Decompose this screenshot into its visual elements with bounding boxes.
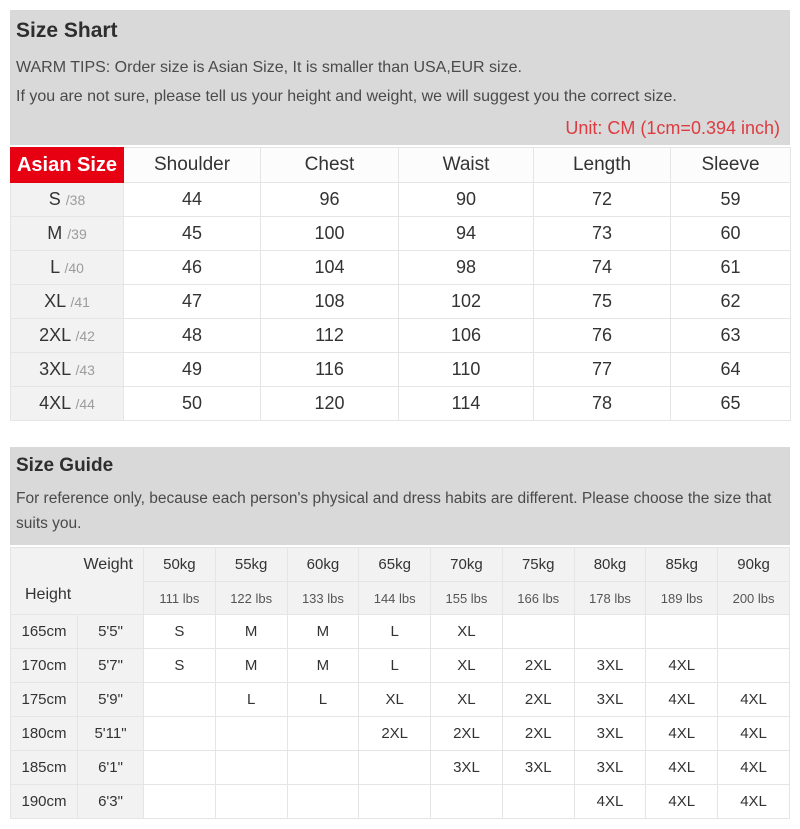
weight-kg-header: 60kg: [287, 548, 359, 582]
size-table-row: [11, 285, 791, 319]
recommended-size-cell: 4XL: [646, 649, 718, 683]
recommended-size-cell: 3XL: [574, 683, 646, 717]
length-value: 78: [534, 387, 671, 421]
sleeve-value: 59: [671, 183, 791, 217]
chest-value: 120: [261, 387, 399, 421]
height-weight-corner-cell: [11, 548, 144, 615]
unit-note: Unit: CM (1cm=0.394 inch): [565, 118, 780, 138]
height-cm-cell: 165cm: [11, 615, 78, 649]
recommended-size-cell: [144, 751, 216, 785]
weight-kg-header: 75kg: [502, 548, 574, 582]
recommended-size-cell: 3XL: [431, 751, 503, 785]
weight-lbs-header: 111 lbs: [144, 582, 216, 615]
size-table-row: [11, 387, 791, 421]
weight-lbs-header: 189 lbs: [646, 582, 718, 615]
recommended-size-cell: M: [215, 649, 287, 683]
size-label-cell: [11, 251, 124, 285]
size-chart-title: Size Shart: [16, 19, 118, 42]
recommended-size-cell: [287, 717, 359, 751]
size-table-row: [11, 217, 791, 251]
recommended-size-cell: 4XL: [646, 785, 718, 819]
height-cm-cell: 170cm: [11, 649, 78, 683]
size-table-header-row: [11, 148, 791, 183]
size-chart-info-block: [10, 10, 790, 145]
chest-value: 96: [261, 183, 399, 217]
length-value: 73: [534, 217, 671, 251]
sleeve-value: 62: [671, 285, 791, 319]
recommended-size-cell: 4XL: [646, 717, 718, 751]
shoulder-value: 46: [124, 251, 261, 285]
weight-kg-header: 80kg: [574, 548, 646, 582]
weight-lbs-header: 155 lbs: [431, 582, 503, 615]
recommended-size-cell: 3XL: [574, 717, 646, 751]
shoulder-value: 50: [124, 387, 261, 421]
recommended-size-cell: [502, 615, 574, 649]
height-cm-cell: 175cm: [11, 683, 78, 717]
length-value: 77: [534, 353, 671, 387]
size-table-row: [11, 251, 791, 285]
height-ft-cell: 5'11": [78, 717, 144, 751]
eur-size-label: /41: [70, 294, 90, 310]
size-label: S: [48, 189, 61, 209]
weight-kg-header: 70kg: [431, 548, 503, 582]
shoulder-value: 49: [124, 353, 261, 387]
recommended-size-cell: 2XL: [502, 649, 574, 683]
size-label-cell: [11, 183, 124, 217]
weight-kg-header: 55kg: [215, 548, 287, 582]
sleeve-value: 60: [671, 217, 791, 251]
recommended-size-cell: 2XL: [502, 683, 574, 717]
size-label: 3XL: [39, 359, 71, 379]
recommended-size-cell: S: [144, 615, 216, 649]
weight-kg-header: 85kg: [646, 548, 718, 582]
asian-size-header: Asian Size: [11, 148, 124, 183]
height-cm-cell: 185cm: [11, 751, 78, 785]
size-label-cell: [11, 285, 124, 319]
size-guide-info-block: [10, 447, 790, 545]
chest-header: Chest: [261, 148, 399, 183]
recommended-size-cell: 2XL: [359, 717, 431, 751]
recommended-size-cell: [215, 785, 287, 819]
length-value: 76: [534, 319, 671, 353]
eur-size-label: /38: [65, 192, 86, 208]
guide-table-kg-header-row: [11, 548, 790, 582]
height-cm-cell: 190cm: [11, 785, 78, 819]
chest-value: 104: [261, 251, 399, 285]
recommended-size-cell: [574, 615, 646, 649]
recommended-size-cell: 4XL: [646, 683, 718, 717]
waist-value: 98: [399, 251, 534, 285]
recommended-size-cell: XL: [431, 649, 503, 683]
waist-value: 110: [399, 353, 534, 387]
recommended-size-cell: [502, 785, 574, 819]
chest-value: 112: [261, 319, 399, 353]
size-label-cell: [11, 217, 124, 251]
recommended-size-cell: XL: [431, 615, 503, 649]
guide-table-row: [11, 717, 790, 751]
guide-table-row: [11, 683, 790, 717]
recommended-size-cell: [718, 649, 790, 683]
recommended-size-cell: [144, 785, 216, 819]
sleeve-value: 63: [671, 319, 791, 353]
recommended-size-cell: 3XL: [502, 751, 574, 785]
waist-value: 94: [399, 217, 534, 251]
size-guide-table: [10, 547, 790, 819]
weight-lbs-header: 133 lbs: [287, 582, 359, 615]
recommended-size-cell: [646, 615, 718, 649]
recommended-size-cell: [718, 615, 790, 649]
guide-table-row: [11, 785, 790, 819]
recommended-size-cell: L: [287, 683, 359, 717]
eur-size-label: /39: [67, 226, 87, 242]
recommended-size-cell: [287, 785, 359, 819]
size-label-cell: [11, 319, 124, 353]
guide-table-row: [11, 649, 790, 683]
length-value: 74: [534, 251, 671, 285]
height-ft-cell: 5'7": [78, 649, 144, 683]
size-label: XL: [44, 291, 66, 311]
shoulder-value: 47: [124, 285, 261, 319]
recommended-size-cell: 3XL: [574, 751, 646, 785]
weight-lbs-header: 166 lbs: [502, 582, 574, 615]
length-value: 75: [534, 285, 671, 319]
recommended-size-cell: S: [144, 649, 216, 683]
shoulder-value: 44: [124, 183, 261, 217]
size-label: 4XL: [39, 393, 71, 413]
eur-size-label: /44: [75, 396, 95, 412]
recommended-size-cell: 3XL: [574, 649, 646, 683]
weight-lbs-header: 200 lbs: [718, 582, 790, 615]
waist-value: 114: [399, 387, 534, 421]
weight-kg-header: 65kg: [359, 548, 431, 582]
height-ft-cell: 5'5": [78, 615, 144, 649]
eur-size-label: /40: [64, 260, 84, 276]
recommended-size-cell: 2XL: [502, 717, 574, 751]
sleeve-header: Sleeve: [671, 148, 791, 183]
sleeve-value: 65: [671, 387, 791, 421]
recommended-size-cell: [359, 751, 431, 785]
height-ft-cell: 6'1": [78, 751, 144, 785]
section-spacer: [10, 421, 790, 447]
height-ft-cell: 6'3": [78, 785, 144, 819]
recommended-size-cell: 2XL: [431, 717, 503, 751]
chest-value: 108: [261, 285, 399, 319]
waist-header: Waist: [399, 148, 534, 183]
height-ft-cell: 5'9": [78, 683, 144, 717]
shoulder-value: 45: [124, 217, 261, 251]
size-label: M: [47, 223, 63, 243]
weight-kg-header: 90kg: [718, 548, 790, 582]
waist-value: 90: [399, 183, 534, 217]
shoulder-header: Shoulder: [124, 148, 261, 183]
recommended-size-cell: L: [359, 649, 431, 683]
waist-value: 102: [399, 285, 534, 319]
recommended-size-cell: M: [215, 615, 287, 649]
size-guide-title: Size Guide: [16, 455, 114, 476]
recommended-size-cell: 4XL: [718, 683, 790, 717]
size-table-row: [11, 353, 791, 387]
recommended-size-cell: 4XL: [574, 785, 646, 819]
recommended-size-cell: [144, 683, 216, 717]
recommended-size-cell: 4XL: [646, 751, 718, 785]
sleeve-value: 61: [671, 251, 791, 285]
height-axis-label: Height: [25, 586, 72, 603]
length-header: Length: [534, 148, 671, 183]
chest-value: 116: [261, 353, 399, 387]
recommended-size-cell: 4XL: [718, 785, 790, 819]
recommended-size-cell: XL: [359, 683, 431, 717]
size-table: [10, 147, 791, 421]
weight-kg-header: 50kg: [144, 548, 216, 582]
weight-lbs-header: 122 lbs: [215, 582, 287, 615]
recommended-size-cell: L: [359, 615, 431, 649]
recommended-size-cell: 4XL: [718, 751, 790, 785]
size-label-cell: [11, 387, 124, 421]
size-table-row: [11, 183, 791, 217]
size-label: 2XL: [39, 325, 71, 345]
weight-axis-label: Weight: [83, 556, 133, 573]
recommended-size-cell: M: [287, 649, 359, 683]
recommended-size-cell: M: [287, 615, 359, 649]
weight-lbs-header: 178 lbs: [574, 582, 646, 615]
recommended-size-cell: [287, 751, 359, 785]
guide-table-row: [11, 615, 790, 649]
recommended-size-cell: 4XL: [718, 717, 790, 751]
height-cm-cell: 180cm: [11, 717, 78, 751]
recommended-size-cell: [215, 717, 287, 751]
recommended-size-cell: L: [215, 683, 287, 717]
recommended-size-cell: XL: [431, 683, 503, 717]
guide-table-row: [11, 751, 790, 785]
recommended-size-cell: [215, 751, 287, 785]
recommended-size-cell: [144, 717, 216, 751]
size-label-cell: [11, 353, 124, 387]
waist-value: 106: [399, 319, 534, 353]
size-label: L: [50, 257, 60, 277]
warm-tips-line: WARM TIPS: Order size is Asian Size, It is smaller than USA,EUR size.: [16, 59, 522, 76]
suggest-size-line: If you are not sure, please tell us your height and weight, we will suggest you the correct size.: [16, 88, 677, 105]
shoulder-value: 48: [124, 319, 261, 353]
length-value: 72: [534, 183, 671, 217]
sleeve-value: 64: [671, 353, 791, 387]
eur-size-label: /42: [75, 328, 95, 344]
weight-lbs-header: 144 lbs: [359, 582, 431, 615]
size-guide-note: For reference only, because each person's physical and dress habits are different. Please choose the size that suits you.: [16, 490, 772, 532]
chest-value: 100: [261, 217, 399, 251]
eur-size-label: /43: [75, 362, 95, 378]
size-table-row: [11, 319, 791, 353]
recommended-size-cell: [359, 785, 431, 819]
recommended-size-cell: [431, 785, 503, 819]
